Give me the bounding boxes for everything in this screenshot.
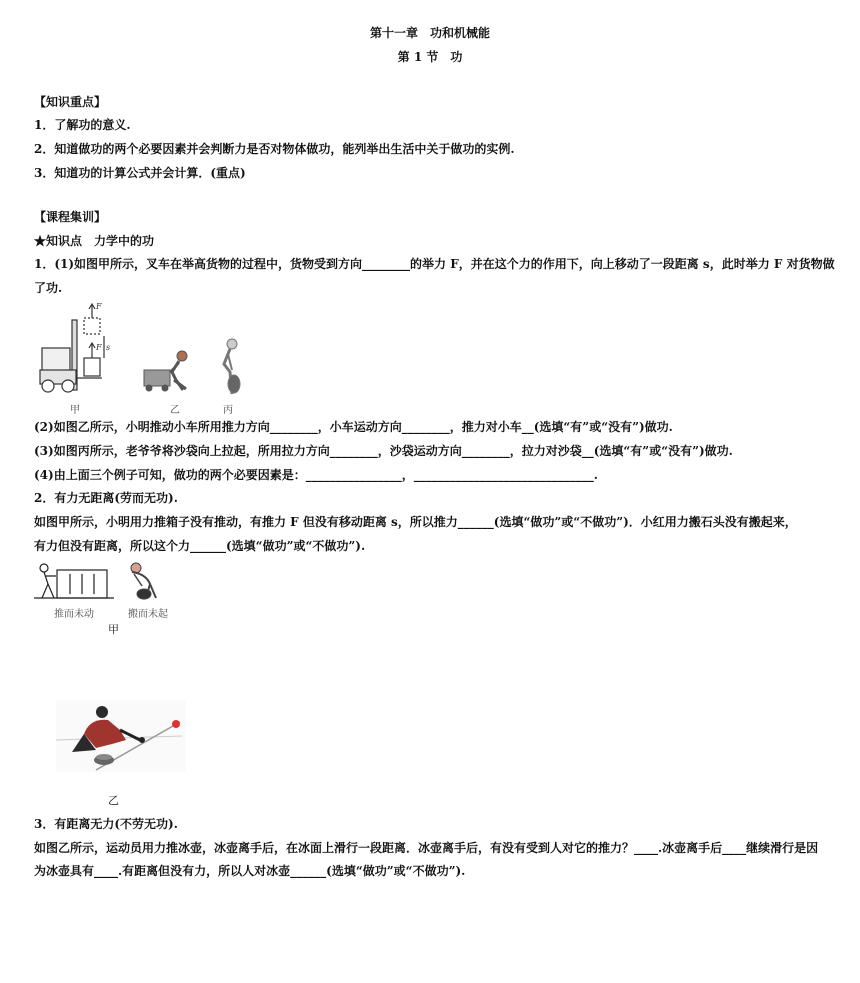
question-1-part-4: (4)由上面三个例子可知，做功的两个必要因素是：________________，______________________________.	[34, 468, 598, 482]
question-1-part-3: (3)如图丙所示，老爷爷将沙袋向上拉起，所用拉力方向________，沙袋运动方向________，拉力对沙袋__(选填“有”或“没有”)做功.	[34, 444, 733, 458]
figure-3-label: 乙	[108, 794, 119, 807]
figure-2-illustrations	[34, 560, 184, 604]
question-2-text-cont: 有力但没有距离，所以这个力______(选填“做功”或“不做功”).	[34, 539, 366, 553]
knowledge-item: 1．了解功的意义.	[34, 118, 131, 132]
knowledge-point-title: ★知识点 力学中的功	[34, 234, 155, 248]
knowledge-item: 3．知道功的计算公式并会计算．(重点)	[34, 166, 246, 180]
figure-2-label: 甲	[108, 623, 119, 636]
question-1-text: 1．(1)如图甲所示，叉车在举高货物的过程中，货物受到方向________的举力 F，并在这个力的作用下，向上移动了一段距离 s，此时举力 F 对货物做	[34, 257, 835, 271]
question-3-title: 3．有距离无力(不劳无功).	[34, 817, 178, 831]
distance-label: s	[106, 343, 111, 352]
course-heading: 【课程集训】	[34, 210, 107, 224]
figure-caption-push: 推而未动	[54, 609, 94, 620]
sandbag-lifting-illustration	[224, 339, 240, 394]
question-2-title: 2．有力无距离(劳而无功).	[34, 491, 178, 505]
question-1-part-2: (2)如图乙所示，小明推动小车所用推力方向________，小车运动方向________，推力对小车__(选填“有”或“没有”)做功.	[34, 420, 673, 434]
force-label: F	[96, 343, 102, 352]
box-pushing-illustration	[34, 564, 114, 598]
question-2-text: 如图甲所示，小明用力推箱子没有推动，有推力 F 但没有移动距离 s，所以推力______(选填“做功”或“不做功”)．小红用力搬石头没有搬起来，	[34, 515, 797, 529]
figure-caption-bing: 丙	[223, 405, 233, 416]
question-3-text: 如图乙所示，运动员用力推冰壶，冰壶离手后，在冰面上滑行一段距离．冰壶离手后，有没有受到人对它的推力？____.冰壶离手后____继续滑行是因	[34, 841, 819, 855]
figure-caption-lift: 搬而未起	[128, 609, 168, 620]
figure-caption-yi: 乙	[170, 405, 180, 416]
stone-lifting-illustration	[131, 563, 156, 599]
question-3-text-cont: 为冰壶具有____.有距离但没有力，所以人对冰壶______(选填“做功”或“不做功”).	[34, 864, 466, 878]
knowledge-heading: 【知识重点】	[34, 95, 107, 109]
knowledge-item: 2．知道做功的两个必要因素并会判断力是否对物体做功，能列举出生活中关于做功的实例.	[34, 142, 515, 156]
force-label: F	[96, 302, 102, 311]
figure-caption-jia: 甲	[70, 405, 80, 416]
curling-illustration	[56, 700, 186, 772]
cart-pushing-illustration	[144, 351, 187, 391]
question-1-text-cont: 了功.	[34, 281, 63, 295]
section-title: 第 1 节 功	[397, 50, 463, 64]
chapter-title: 第十一章 功和机械能	[369, 26, 490, 40]
figure-1-illustrations	[36, 300, 256, 400]
forklift-illustration	[40, 304, 104, 392]
